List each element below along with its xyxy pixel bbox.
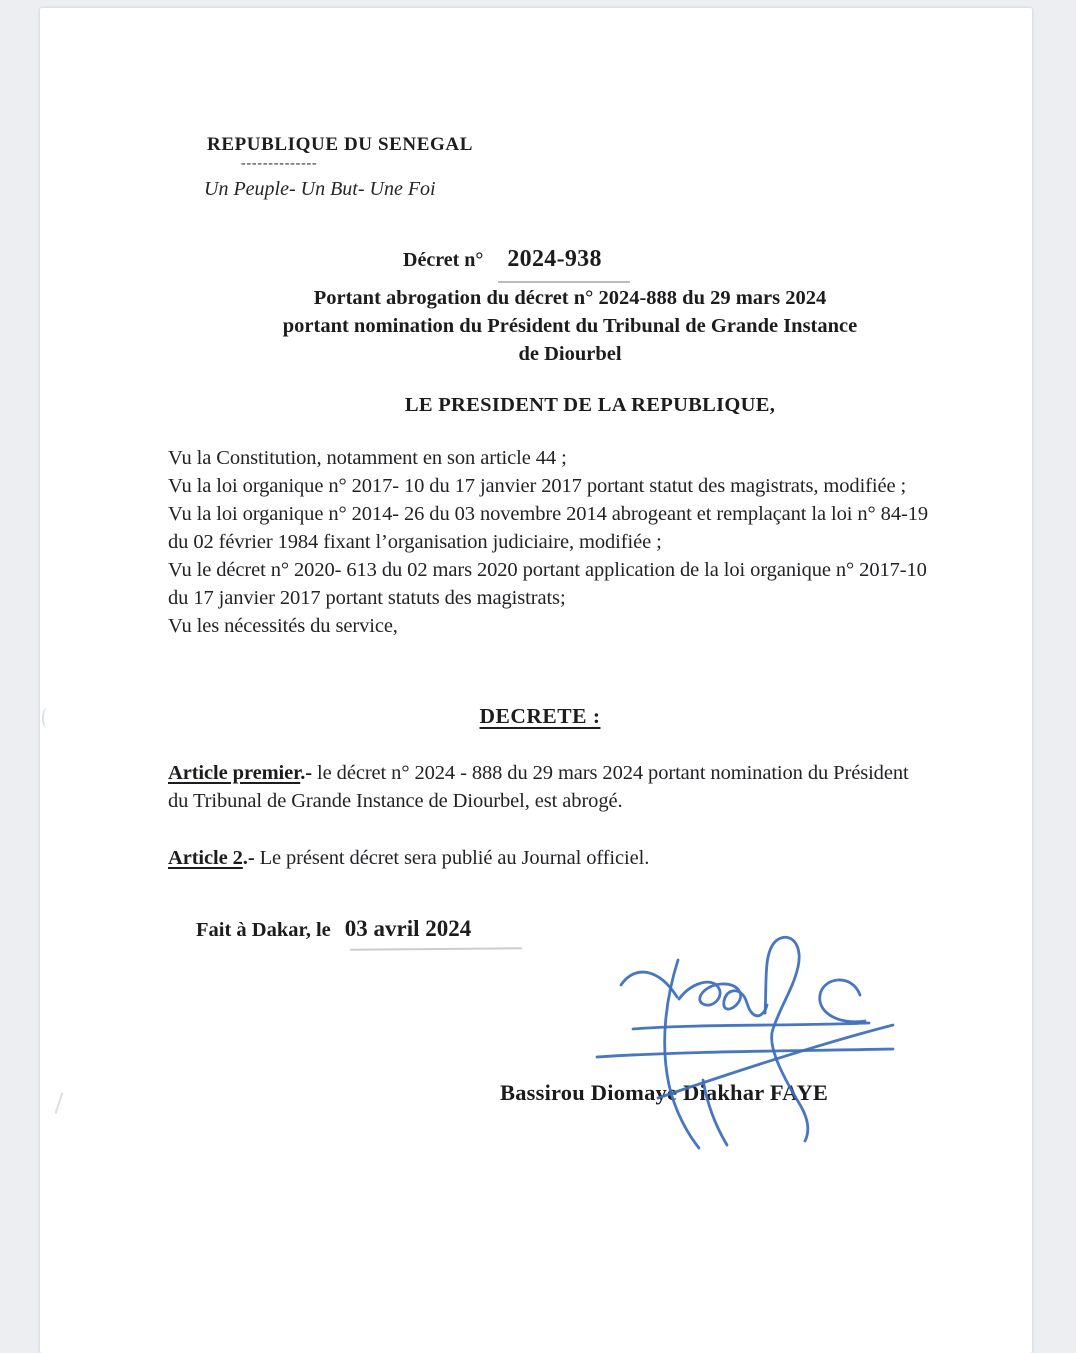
decree-date: 03 avril 2024	[344, 916, 472, 941]
article-1-label: Article premier	[168, 762, 301, 784]
visa-clause-decret-2020: Vu le décret n° 2020- 613 du 02 mars 2020 portant application de la loi organique n° 2017-10 du 17 janvier 2017 portant statuts des magistrats;	[168, 559, 927, 609]
decree-title	[100, 284, 1040, 368]
visa-clause-loi-2017: Vu la loi organique n° 2017- 10 du 17 janvier 2017 portant statut des magistrats, modifiée ;	[168, 475, 907, 497]
decrete-heading	[44, 704, 1036, 729]
visa-clauses	[168, 444, 928, 640]
decree-title-line-1: Portant abrogation du décret n° 2024-888 du 29 mars 2024	[313, 287, 827, 309]
decree-title-line-3: de Diourbel	[518, 343, 622, 365]
article-2-text: Le présent décret sera publié au Journal officiel.	[254, 847, 650, 869]
article-2	[168, 844, 928, 872]
national-motto: Un Peuple- Un But- Une Foi	[204, 178, 436, 200]
decrete-heading-text: DECRETE :	[479, 704, 601, 728]
scan-artifact-lower-left	[55, 1092, 64, 1114]
scan-artifact-left	[42, 708, 52, 728]
decree-label: Décret n°	[403, 249, 484, 271]
visa-clause-necessites: Vu les nécessités du service,	[168, 615, 398, 637]
authority-heading: LE PRESIDENT DE LA REPUBLIQUE,	[404, 394, 776, 416]
article-2-separator: .-	[242, 847, 255, 869]
article-2-label: Article 2	[168, 847, 243, 869]
article-1-text: le décret n° 2024 - 888 du 29 mars 2024 portant nomination du Président du Tribunal de Grande Instance de Diourbel, est abrogé.	[168, 762, 909, 812]
decree-number-line	[403, 246, 602, 273]
decree-page	[40, 8, 1032, 1353]
signature-ink	[555, 933, 900, 1185]
republic-title: REPUBLIQUE DU SENEGAL	[207, 134, 473, 155]
signature-strokes	[597, 937, 893, 1148]
decree-number-underline	[498, 281, 630, 283]
visa-clause-loi-2014: Vu la loi organique n° 2014- 26 du 03 novembre 2014 abrogeant et remplaçant la loi n° 84-19 du 02 février 1984 fixant l’organisation judiciaire, modifiée ;	[168, 503, 929, 553]
decree-number: 2024-938	[507, 246, 602, 272]
visa-clause-constitution: Vu la Constitution, notamment en son article 44 ;	[168, 447, 567, 469]
article-1-separator: .-	[300, 762, 313, 784]
header-separator: --------------	[241, 156, 318, 171]
decree-title-line-2: portant nomination du Président du Tribunal de Grande Instance	[282, 315, 858, 337]
place-date-label: Fait à Dakar, le	[196, 919, 331, 941]
dateline	[196, 916, 471, 942]
signatory-name: Bassirou Diomaye Diakhar FAYE	[500, 1080, 829, 1105]
date-underline	[350, 947, 522, 951]
article-1	[168, 759, 928, 815]
